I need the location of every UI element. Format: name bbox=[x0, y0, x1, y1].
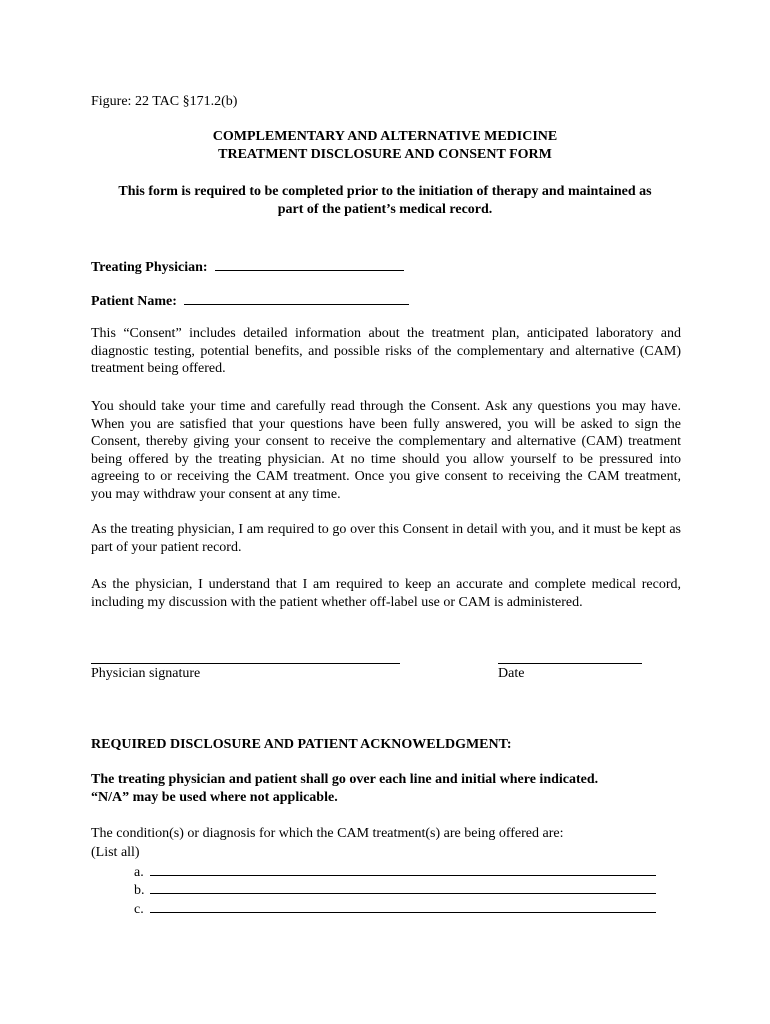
treating-physician-label: Treating Physician: bbox=[91, 260, 208, 275]
condition-field-b[interactable] bbox=[150, 881, 656, 894]
consent-description-paragraph: This “Consent” includes detailed information about the treatment plan, anticipated laboratory and diagnostic testing, potential benefits, and possible risks of the complementary and alternative (CAM) treatment being offered. bbox=[91, 326, 681, 377]
figure-reference: Figure: 22 TAC §171.2(b) bbox=[91, 94, 238, 109]
treating-physician-row bbox=[91, 256, 404, 276]
list-all-note: (List all) bbox=[91, 845, 140, 860]
list-marker: a. bbox=[134, 865, 144, 880]
condition-item-a bbox=[134, 863, 656, 881]
condition-item-c bbox=[134, 900, 656, 918]
condition-item-b bbox=[134, 881, 656, 899]
patient-name-row bbox=[91, 290, 409, 310]
condition-field-c[interactable] bbox=[150, 900, 656, 913]
list-marker: c. bbox=[134, 902, 144, 917]
list-marker: b. bbox=[134, 883, 145, 898]
disclosure-instruction-line-1: The treating physician and patient shall go over each line and initial where indicated. bbox=[91, 772, 599, 787]
physician-obligation-paragraph: As the treating physician, I am required to go over this Consent in detail with you, and it must be kept as part of your patient record. bbox=[91, 522, 681, 555]
condition-field-a[interactable] bbox=[150, 863, 656, 876]
form-title-line-1: COMPLEMENTARY AND ALTERNATIVE MEDICINE bbox=[212, 129, 558, 144]
physician-signature-line[interactable] bbox=[91, 663, 400, 664]
disclosure-instruction-line-2: “N/A” may be used where not applicable. bbox=[91, 790, 338, 805]
condition-prompt: The condition(s) or diagnosis for which the CAM treatment(s) are being offered are: bbox=[91, 826, 564, 841]
patient-name-field[interactable] bbox=[184, 290, 409, 305]
form-intro-line-1: This form is required to be completed prior to the initiation of therapy and maintained as bbox=[118, 184, 652, 199]
date-signature-line[interactable] bbox=[498, 663, 642, 664]
treating-physician-field[interactable] bbox=[215, 256, 404, 271]
disclosure-heading: REQUIRED DISCLOSURE AND PATIENT ACKNOWELDGMENT: bbox=[91, 737, 512, 752]
date-label: Date bbox=[498, 666, 525, 681]
patient-instructions-paragraph: You should take your time and carefully read through the Consent. Ask any questions you may have. When you are satisfied that your questions have been fully answered, you will be asked to sign the Consent, thereby giving your consent to receive the complementary and alternative (CAM) treatment being offered by the treating physician. At no time should you allow yourself to be pressured into agreeing to or receiving the CAM treatment. Once you give consent to receiving the CAM treatment, you may withdraw your consent at any time. bbox=[91, 399, 681, 502]
patient-name-label: Patient Name: bbox=[91, 294, 177, 309]
form-intro-line-2: part of the patient’s medical record. bbox=[277, 202, 493, 217]
form-title-line-2: TREATMENT DISCLOSURE AND CONSENT FORM bbox=[218, 147, 552, 162]
physician-signature-label: Physician signature bbox=[91, 666, 201, 681]
medical-record-paragraph: As the physician, I understand that I am required to keep an accurate and complete medical record, including my discussion with the patient whether off-label use or CAM is administered. bbox=[91, 577, 681, 610]
